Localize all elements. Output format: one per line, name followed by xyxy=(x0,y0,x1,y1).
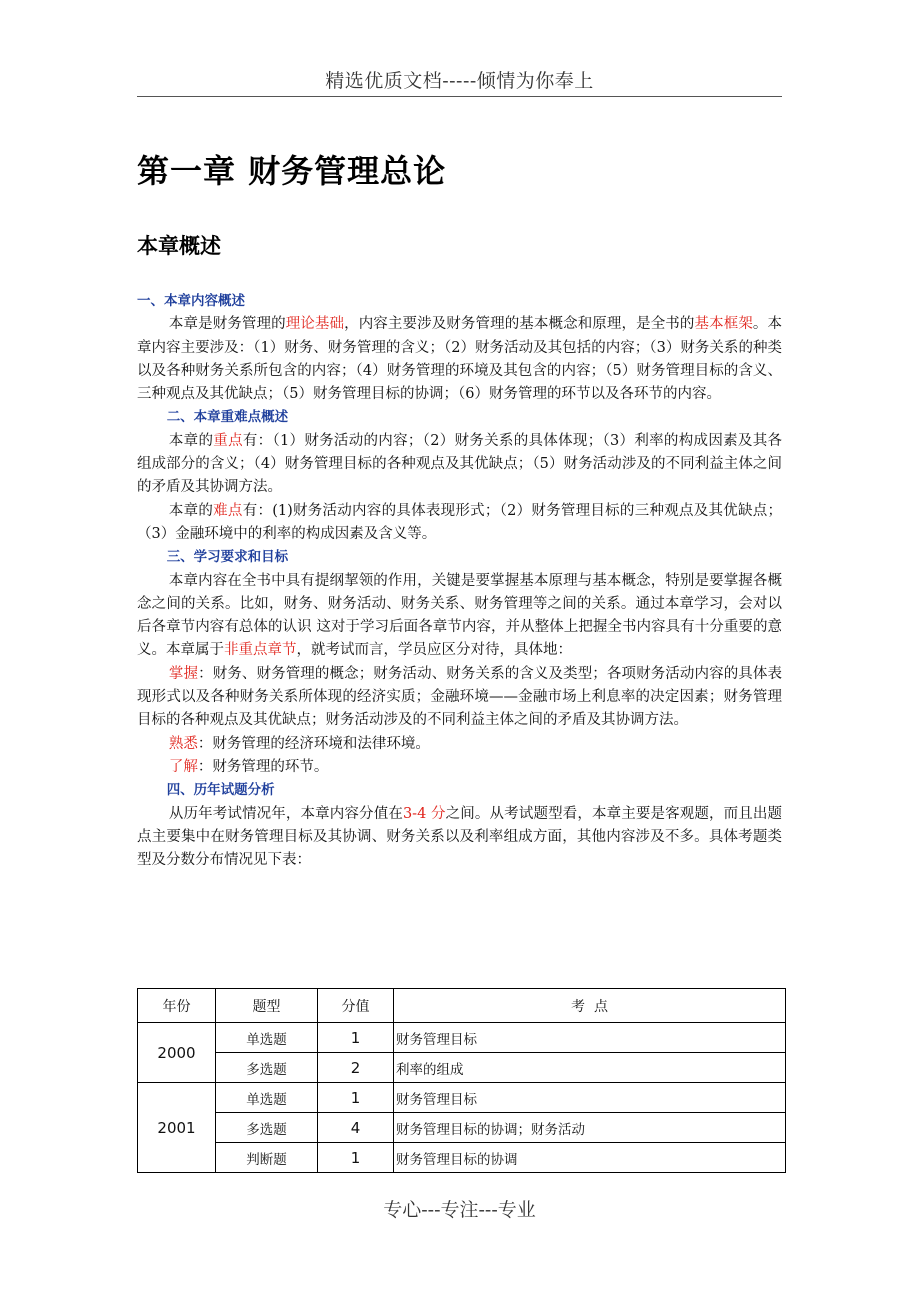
year-cell: 2001 xyxy=(138,1083,216,1173)
label-familiar: 熟悉 xyxy=(168,735,198,752)
label-master: 掌握 xyxy=(168,665,199,682)
text-run: 本章内容在全书中具有提纲挈领的作用，关键是要掌握基本原理与基本概念，特别是要掌握各概念之间的关系。比如，财务、财务活动、财务关系、财务管理等之间的关系。通过本章学习，会对以后各章节内容有总体的认识 这对于学习后面各章节内容，并从整体上把握全书内容具有十分重要的意义。本章属于 xyxy=(137,572,782,659)
highlight-basic-framework: 基本框架 xyxy=(694,316,753,333)
section-heading-key-points: 二、本章重难点概述 xyxy=(166,409,289,426)
paragraph-study-requirements xyxy=(137,570,782,663)
table-row xyxy=(138,1023,786,1053)
text-run: ，内容主要涉及财务管理的基本概念和原理，是全书的 xyxy=(344,316,695,333)
year-cell: 2000 xyxy=(138,1023,216,1083)
paragraph-master xyxy=(137,663,782,733)
text-run: ：财务、财务管理的概念；财务活动、财务关系的含义及类型；各项财务活动内容的具体表现形式以及各种财务关系所体现的经济实质；金融环境——金融市场上利息率的决定因素；财务管理目标的各种观点及其优缺点；财务活动涉及的不同利益主体之间的矛盾及其协调方法。 xyxy=(137,665,782,729)
type-cell: 单选题 xyxy=(216,1023,318,1053)
score-cell: 4 xyxy=(318,1113,394,1143)
header-divider xyxy=(137,96,782,97)
paragraph-exam-analysis xyxy=(137,803,782,873)
exam-analysis-table xyxy=(137,988,786,1173)
highlight-non-key-chapter: 非重点章节 xyxy=(224,642,297,659)
exam-point-cell: 利率的组成 xyxy=(394,1053,786,1083)
paragraph-difficult-points xyxy=(137,500,782,547)
type-cell: 多选题 xyxy=(216,1053,318,1083)
section-heading-exam-analysis: 四、历年试题分析 xyxy=(166,782,275,799)
table-row xyxy=(138,1083,786,1113)
text-run: 本章的 xyxy=(168,432,214,449)
text-run: 。本章内容主要涉及：（1）财务、财务管理的含义；（2）财务活动及其包括的内容；（3）财务关系的种类以及各种财务关系所包含的内容；（4）财务管理的环境及其包含的内容；（5）财务管理目标的含义、三种观点及其优缺点；（5）财务管理目标的协调；（6）财务管理的环节以及各环节的内容。 xyxy=(137,316,783,403)
score-cell: 2 xyxy=(318,1053,394,1083)
section-heading-study-requirements: 三、学习要求和目标 xyxy=(166,549,289,566)
page-header: 精选优质文档-----倾情为你奉上 xyxy=(325,70,594,92)
text-run: 有：(1)财务活动内容的具体表现形式；（2）财务管理目标的三种观点及其优缺点；（3）金融环境中的利率的构成因素及含义等。 xyxy=(137,502,783,542)
table-header-row xyxy=(138,989,786,1023)
column-header-year: 年份 xyxy=(138,989,216,1023)
chapter-content xyxy=(137,290,782,872)
exam-point-cell: 财务管理目标的协调 xyxy=(394,1143,786,1173)
text-run: 有：（1）财务活动的内容；（2）财务关系的具体体现；（3）利率的构成因素及其各组成部分的含义；（4）财务管理目标的各种观点及其优缺点；（5）财务活动涉及的不同利益主体之间的矛盾及其协调方法。 xyxy=(137,432,782,496)
type-cell: 单选题 xyxy=(216,1083,318,1113)
text-run: 之间。从考试题型看，本章主要是客观题，而且出题点主要集中在财务管理目标及其协调、财务关系以及利率组成方面，其他内容涉及不多。具体考题类型及分数分布情况见下表： xyxy=(137,805,782,869)
page-footer: 专心---专注---专业 xyxy=(383,1199,536,1221)
column-header-exam-point: 考 点 xyxy=(394,989,786,1023)
text-run: ：财务管理的环节。 xyxy=(197,758,329,775)
score-cell: 1 xyxy=(318,1083,394,1113)
section-heading-content-overview: 一、本章内容概述 xyxy=(137,293,245,309)
text-run: 本章的 xyxy=(168,502,214,519)
table-row xyxy=(138,1053,786,1083)
highlight-score-range: 3-4 分 xyxy=(402,805,446,822)
exam-point-cell: 财务管理目标 xyxy=(394,1023,786,1053)
text-run: 本章是财务管理的 xyxy=(168,316,286,333)
chapter-title: 第一章 财务管理总论 xyxy=(137,152,447,190)
text-run: ，就考试而言，学员应区分对待，具体地： xyxy=(296,642,572,659)
paragraph-familiar xyxy=(137,733,782,756)
highlight-difficult-point: 难点 xyxy=(213,502,243,519)
highlight-theory-basis: 理论基础 xyxy=(285,316,345,333)
type-cell: 多选题 xyxy=(216,1113,318,1143)
column-header-score: 分值 xyxy=(318,989,394,1023)
score-cell: 1 xyxy=(318,1143,394,1173)
text-run: ：财务管理的经济环境和法律环境。 xyxy=(197,735,430,752)
table-row xyxy=(138,1113,786,1143)
paragraph-content-overview xyxy=(137,313,782,406)
table-row xyxy=(138,1143,786,1173)
paragraph-understand xyxy=(137,756,782,779)
exam-point-cell: 财务管理目标 xyxy=(394,1083,786,1113)
column-header-type: 题型 xyxy=(216,989,318,1023)
exam-point-cell: 财务管理目标的协调；财务活动 xyxy=(394,1113,786,1143)
paragraph-key-points xyxy=(137,430,782,500)
overview-title: 本章概述 xyxy=(137,234,221,258)
score-cell: 1 xyxy=(318,1023,394,1053)
label-understand: 了解 xyxy=(168,758,198,775)
highlight-key-point: 重点 xyxy=(213,432,243,449)
text-run: 从历年考试情况年，本章内容分值在 xyxy=(168,805,403,822)
type-cell: 判断题 xyxy=(216,1143,318,1173)
